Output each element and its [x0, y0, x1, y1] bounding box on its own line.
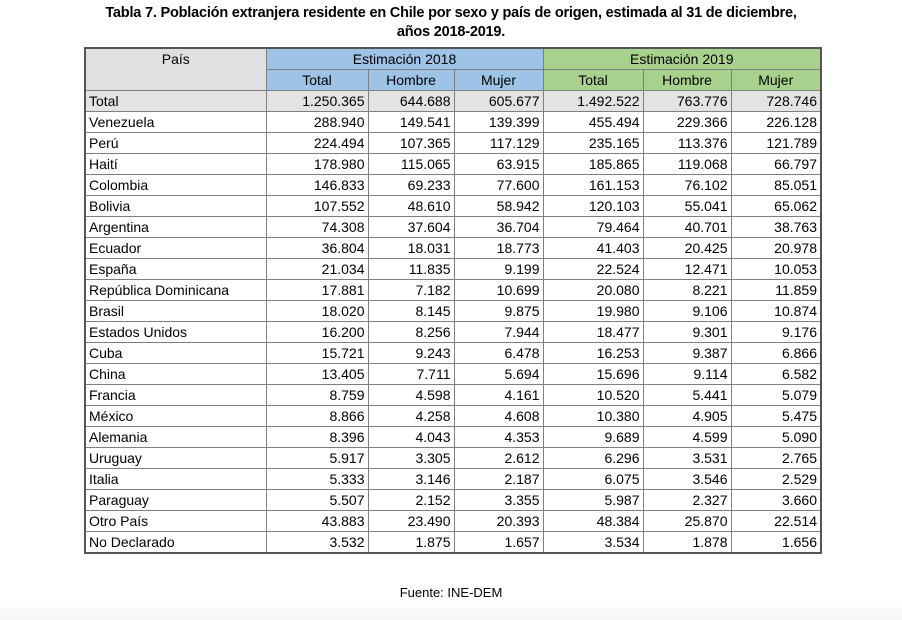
cell-2018-hombre: 3.146: [368, 469, 454, 490]
cell-2018-mujer: 5.694: [454, 364, 543, 385]
cell-2018-hombre: 7.711: [368, 364, 454, 385]
cell-country: Argentina: [85, 217, 266, 238]
cell-2018-hombre: 48.610: [368, 196, 454, 217]
cell-2018-hombre: 115.065: [368, 154, 454, 175]
cell-2019-mujer: 6.866: [731, 343, 821, 364]
table-title-line-1: Tabla 7. Población extranjera residente en Chile por sexo y país de origen, estimada al 31 de diciembre,: [105, 5, 797, 21]
header-country: País: [85, 48, 266, 91]
cell-2019-total: 18.477: [543, 322, 643, 343]
cell-country: Perú: [85, 133, 266, 154]
cell-2019-total: 79.464: [543, 217, 643, 238]
cell-2019-total: 10.380: [543, 406, 643, 427]
cell-2019-hombre: 8.221: [643, 280, 731, 301]
cell-2018-hombre: 644.688: [368, 91, 454, 112]
cell-2019-hombre: 9.114: [643, 364, 731, 385]
table-row: [85, 217, 821, 238]
cell-2018-total: 107.552: [266, 196, 368, 217]
cell-2019-hombre: 229.366: [643, 112, 731, 133]
cell-2018-hombre: 149.541: [368, 112, 454, 133]
cell-2018-mujer: 3.355: [454, 490, 543, 511]
table-row: [85, 490, 821, 511]
cell-2019-total: 161.153: [543, 175, 643, 196]
cell-2019-mujer: 2.529: [731, 469, 821, 490]
cell-2018-total: 17.881: [266, 280, 368, 301]
cell-2019-mujer: 66.797: [731, 154, 821, 175]
cell-2018-mujer: 605.677: [454, 91, 543, 112]
cell-2018-total: 15.721: [266, 343, 368, 364]
cell-2019-total: 3.534: [543, 532, 643, 554]
table-row-total: [85, 91, 821, 112]
page-bottom-shadow: [0, 600, 902, 620]
cell-country: México: [85, 406, 266, 427]
cell-2019-mujer: 65.062: [731, 196, 821, 217]
cell-2018-mujer: 20.393: [454, 511, 543, 532]
cell-country: República Dominicana: [85, 280, 266, 301]
cell-2019-mujer: 38.763: [731, 217, 821, 238]
cell-2018-mujer: 1.657: [454, 532, 543, 554]
table-row: [85, 196, 821, 217]
cell-2019-mujer: 728.746: [731, 91, 821, 112]
cell-2019-mujer: 6.582: [731, 364, 821, 385]
cell-2019-mujer: 22.514: [731, 511, 821, 532]
cell-2019-hombre: 40.701: [643, 217, 731, 238]
cell-country: Brasil: [85, 301, 266, 322]
cell-2019-mujer: 3.660: [731, 490, 821, 511]
table-row: [85, 532, 821, 554]
header-estimacion-2019: Estimación 2019: [543, 48, 821, 70]
cell-2019-hombre: 12.471: [643, 259, 731, 280]
cell-2018-total: 36.804: [266, 238, 368, 259]
header-2018-total: Total: [266, 70, 368, 91]
table-row: [85, 469, 821, 490]
cell-2018-total: 8.396: [266, 427, 368, 448]
cell-2019-mujer: 10.874: [731, 301, 821, 322]
table-row: [85, 364, 821, 385]
table-row: [85, 385, 821, 406]
cell-2019-hombre: 763.776: [643, 91, 731, 112]
header-estimacion-2018: Estimación 2018: [266, 48, 543, 70]
table-row: [85, 280, 821, 301]
cell-2018-hombre: 4.258: [368, 406, 454, 427]
header-group-row: [85, 48, 821, 70]
cell-2018-total: 13.405: [266, 364, 368, 385]
cell-2018-hombre: 18.031: [368, 238, 454, 259]
cell-2018-total: 43.883: [266, 511, 368, 532]
cell-2019-mujer: 5.475: [731, 406, 821, 427]
cell-2019-hombre: 4.905: [643, 406, 731, 427]
cell-2018-hombre: 8.256: [368, 322, 454, 343]
cell-2019-hombre: 76.102: [643, 175, 731, 196]
cell-country: Italia: [85, 469, 266, 490]
cell-2018-hombre: 23.490: [368, 511, 454, 532]
cell-2019-hombre: 3.531: [643, 448, 731, 469]
cell-country: Cuba: [85, 343, 266, 364]
cell-country: Total: [85, 91, 266, 112]
cell-2018-mujer: 2.187: [454, 469, 543, 490]
table-row: [85, 154, 821, 175]
table-row: [85, 301, 821, 322]
table-row: [85, 511, 821, 532]
cell-2019-total: 6.075: [543, 469, 643, 490]
cell-2019-total: 48.384: [543, 511, 643, 532]
cell-2018-total: 5.507: [266, 490, 368, 511]
cell-2019-total: 120.103: [543, 196, 643, 217]
cell-2019-total: 16.253: [543, 343, 643, 364]
cell-country: Colombia: [85, 175, 266, 196]
cell-2018-hombre: 8.145: [368, 301, 454, 322]
cell-country: Alemania: [85, 427, 266, 448]
cell-2018-total: 288.940: [266, 112, 368, 133]
cell-2018-mujer: 7.944: [454, 322, 543, 343]
cell-country: Venezuela: [85, 112, 266, 133]
cell-2019-mujer: 121.789: [731, 133, 821, 154]
cell-2018-mujer: 9.875: [454, 301, 543, 322]
cell-2018-hombre: 11.835: [368, 259, 454, 280]
cell-2018-mujer: 58.942: [454, 196, 543, 217]
cell-2018-total: 1.250.365: [266, 91, 368, 112]
table-row: [85, 322, 821, 343]
table-row: [85, 259, 821, 280]
population-table: [84, 47, 822, 554]
cell-2019-mujer: 20.978: [731, 238, 821, 259]
cell-2018-mujer: 77.600: [454, 175, 543, 196]
cell-2018-hombre: 9.243: [368, 343, 454, 364]
table-row: [85, 427, 821, 448]
cell-2018-total: 21.034: [266, 259, 368, 280]
cell-country: Francia: [85, 385, 266, 406]
cell-2018-hombre: 1.875: [368, 532, 454, 554]
cell-2018-hombre: 2.152: [368, 490, 454, 511]
cell-2018-total: 146.833: [266, 175, 368, 196]
cell-2019-mujer: 5.090: [731, 427, 821, 448]
cell-2019-hombre: 119.068: [643, 154, 731, 175]
cell-country: Estados Unidos: [85, 322, 266, 343]
cell-2018-mujer: 63.915: [454, 154, 543, 175]
cell-2019-hombre: 55.041: [643, 196, 731, 217]
cell-2018-total: 178.980: [266, 154, 368, 175]
cell-2019-hombre: 9.387: [643, 343, 731, 364]
cell-2019-total: 41.403: [543, 238, 643, 259]
cell-2018-hombre: 3.305: [368, 448, 454, 469]
cell-2018-total: 3.532: [266, 532, 368, 554]
cell-country: Haití: [85, 154, 266, 175]
cell-2019-total: 185.865: [543, 154, 643, 175]
cell-2019-total: 15.696: [543, 364, 643, 385]
cell-2019-hombre: 4.599: [643, 427, 731, 448]
cell-country: Uruguay: [85, 448, 266, 469]
cell-2018-hombre: 37.604: [368, 217, 454, 238]
cell-2018-total: 16.200: [266, 322, 368, 343]
cell-country: Bolivia: [85, 196, 266, 217]
header-2018-mujer: Mujer: [454, 70, 543, 91]
cell-2018-hombre: 4.043: [368, 427, 454, 448]
table-row: [85, 448, 821, 469]
header-2019-total: Total: [543, 70, 643, 91]
cell-2018-total: 18.020: [266, 301, 368, 322]
cell-2018-total: 74.308: [266, 217, 368, 238]
cell-2019-total: 9.689: [543, 427, 643, 448]
table-row: [85, 343, 821, 364]
cell-2019-hombre: 20.425: [643, 238, 731, 259]
cell-2019-total: 20.080: [543, 280, 643, 301]
cell-2019-total: 22.524: [543, 259, 643, 280]
cell-2018-mujer: 6.478: [454, 343, 543, 364]
cell-2018-total: 8.759: [266, 385, 368, 406]
cell-2019-hombre: 3.546: [643, 469, 731, 490]
cell-2019-mujer: 5.079: [731, 385, 821, 406]
cell-2019-mujer: 9.176: [731, 322, 821, 343]
cell-country: Paraguay: [85, 490, 266, 511]
cell-2019-hombre: 5.441: [643, 385, 731, 406]
cell-2019-mujer: 226.128: [731, 112, 821, 133]
header-2018-hombre: Hombre: [368, 70, 454, 91]
cell-2019-mujer: 85.051: [731, 175, 821, 196]
cell-country: No Declarado: [85, 532, 266, 554]
cell-2019-hombre: 25.870: [643, 511, 731, 532]
cell-2019-total: 10.520: [543, 385, 643, 406]
cell-2019-total: 6.296: [543, 448, 643, 469]
cell-2018-total: 5.917: [266, 448, 368, 469]
cell-2018-mujer: 36.704: [454, 217, 543, 238]
cell-2018-total: 224.494: [266, 133, 368, 154]
source-note: Fuente: INE-DEM: [399, 585, 503, 600]
table-body: [85, 91, 821, 554]
cell-2018-mujer: 18.773: [454, 238, 543, 259]
cell-2018-mujer: 10.699: [454, 280, 543, 301]
table-title-line-2: años 2018-2019.: [396, 24, 506, 40]
table-title: [0, 4, 902, 42]
cell-2019-mujer: 10.053: [731, 259, 821, 280]
cell-country: Ecuador: [85, 238, 266, 259]
cell-2018-hombre: 69.233: [368, 175, 454, 196]
cell-2018-hombre: 7.182: [368, 280, 454, 301]
cell-country: China: [85, 364, 266, 385]
cell-2019-mujer: 11.859: [731, 280, 821, 301]
table-row: [85, 238, 821, 259]
table-row: [85, 112, 821, 133]
cell-2019-hombre: 2.327: [643, 490, 731, 511]
cell-2019-hombre: 113.376: [643, 133, 731, 154]
cell-country: España: [85, 259, 266, 280]
cell-2019-total: 455.494: [543, 112, 643, 133]
table-row: [85, 406, 821, 427]
cell-2019-mujer: 1.656: [731, 532, 821, 554]
cell-2018-mujer: 2.612: [454, 448, 543, 469]
cell-2018-mujer: 117.129: [454, 133, 543, 154]
cell-2018-hombre: 107.365: [368, 133, 454, 154]
cell-2019-hombre: 9.106: [643, 301, 731, 322]
cell-2018-mujer: 9.199: [454, 259, 543, 280]
cell-2018-total: 5.333: [266, 469, 368, 490]
table-row: [85, 175, 821, 196]
cell-2018-mujer: 4.608: [454, 406, 543, 427]
cell-2018-mujer: 4.161: [454, 385, 543, 406]
cell-2019-hombre: 9.301: [643, 322, 731, 343]
cell-2019-total: 5.987: [543, 490, 643, 511]
cell-2019-hombre: 1.878: [643, 532, 731, 554]
cell-2019-total: 19.980: [543, 301, 643, 322]
cell-2018-mujer: 4.353: [454, 427, 543, 448]
header-2019-mujer: Mujer: [731, 70, 821, 91]
cell-2019-total: 235.165: [543, 133, 643, 154]
cell-2018-mujer: 139.399: [454, 112, 543, 133]
cell-country: Otro País: [85, 511, 266, 532]
cell-2019-total: 1.492.522: [543, 91, 643, 112]
table-header: [85, 48, 821, 91]
table-row: [85, 133, 821, 154]
header-2019-hombre: Hombre: [643, 70, 731, 91]
cell-2019-mujer: 2.765: [731, 448, 821, 469]
cell-2018-total: 8.866: [266, 406, 368, 427]
cell-2018-hombre: 4.598: [368, 385, 454, 406]
